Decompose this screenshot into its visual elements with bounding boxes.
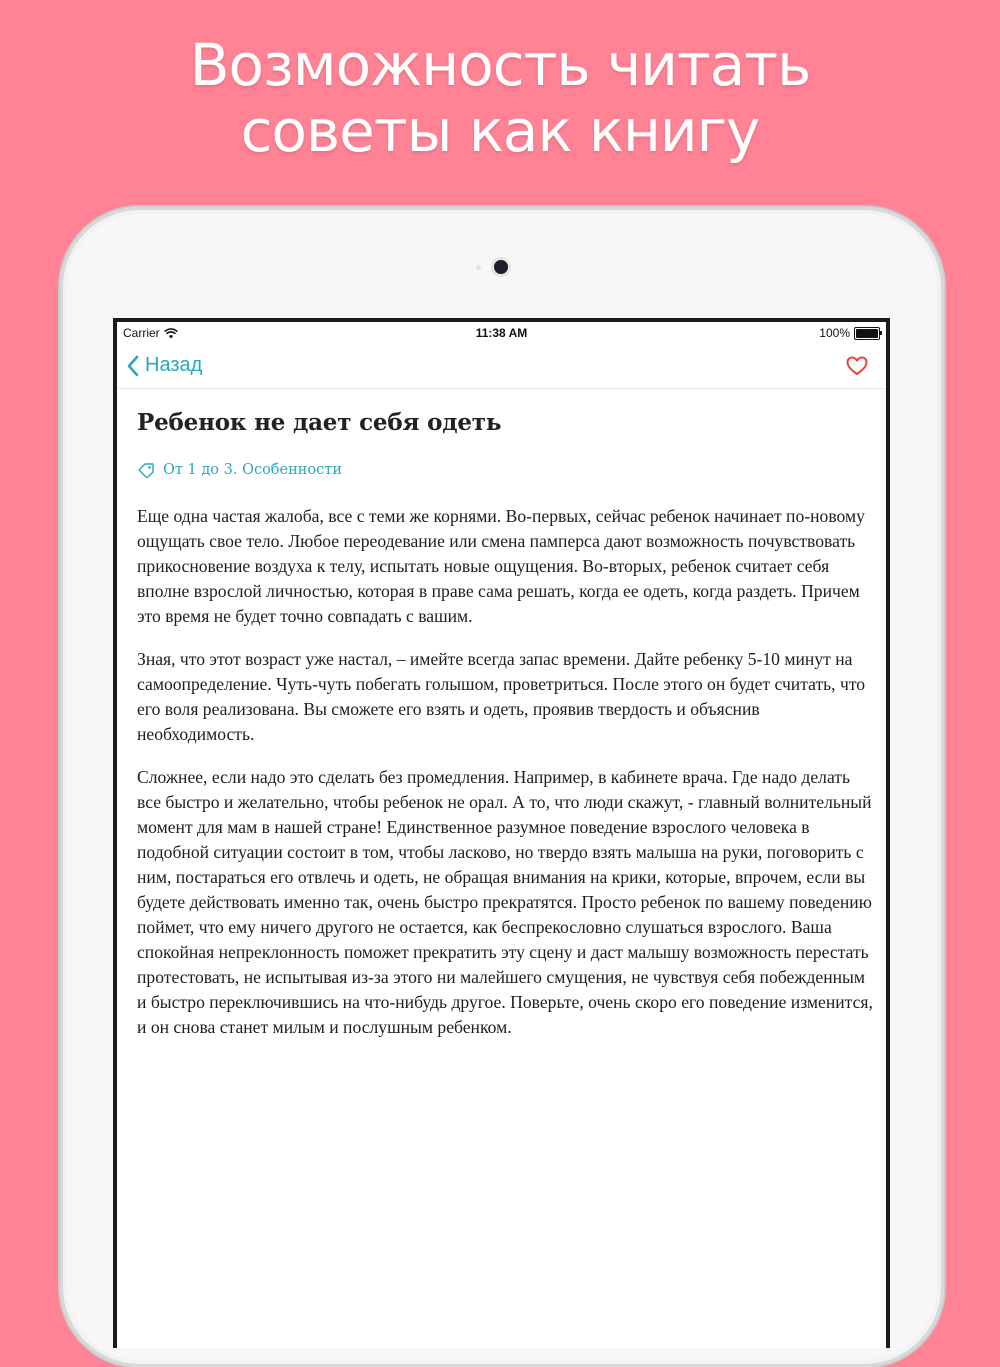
article-paragraph: Еще одна частая жалоба, все с теми же корнями. Во-первых, сейчас ребенок начинает по-новому ощущать свое тело. Любое переодевание или смена памперса дают возможность почувствовать прикосновение воздуха к телу, испытать новые ощущения. Во-вторых, ребенок считает себя вполне взрослой личностью, которая в праве сама решать, когда ее одеть, когда раздеть. Причем это время не будет точно совпадать с вашим. [137,506,865,626]
article-content [117,389,886,1040]
battery-fill [856,329,878,338]
chevron-left-icon [127,355,139,377]
app-display [117,322,886,1348]
battery-icon [854,327,880,340]
promo-headline [0,32,1000,164]
status-right [819,326,880,340]
tablet-screen [113,318,890,1348]
battery-percent: 100% [819,326,850,340]
article-tag[interactable] [137,462,876,478]
article-paragraph: Зная, что этот возраст уже настал, – имейте всегда запас времени. Дайте ребенку 5-10 минут на самоопределение. Чуть-чуть побегать голышом, проветриться. После этого он будет считать, что его воля реализована. Вы сможете его взять и одеть, проявив твердость и объяснив необходимость. [137,649,866,744]
status-time: 11:38 AM [475,326,528,340]
favorite-button[interactable] [846,356,868,381]
article-paragraph: Сложнее, если надо это сделать без промедления. Например, в кабинете врача. Где надо делать все быстро и желательно, чтобы ребенок не орал. А то, что люди скажут, - главный волнительный момент для мам в нашей стране! Единственное разумное поведение взрослого человека в подобной ситуации состоит в том, чтобы ласково, но твердо взять малыша на руки, поговорить с ним, постараться его отвлечь и одеть, не обращая внимания на крики, которые, впрочем, если вы будете действовать именно так, очень быстро прекратятся. Просто ребенок по вашему поведению поймет, что ему ничего другого не остается, как беспрекословно слушаться взрослого. Ваша спокойная непреклонность поможет прекратить эту сцену и даст малышу возможность перестать протестовать, не испытывая из-за этого ни малейшего смущения, не чувствуя себя побежденным и быстро переключившись на что-нибудь другое. Поверьте, очень скоро его поведение изменится, и он снова станет милым и послушным ребенком. [137,767,873,1037]
back-button-label: Назад [145,354,203,376]
front-camera [494,260,508,274]
heart-icon [846,356,868,376]
promo-line-1: Возможность читать [189,31,811,99]
tag-icon [137,462,155,478]
article-title: Ребенок не дает себя одеть [137,409,502,436]
back-button[interactable] [127,354,202,377]
promo-line-2: советы как книгу [240,97,760,165]
carrier-label: Carrier [123,326,160,340]
status-bar [117,322,886,344]
proximity-sensor [476,265,481,270]
article-tag-label: От 1 до 3. Особенности [163,462,342,478]
navigation-bar [117,344,886,389]
